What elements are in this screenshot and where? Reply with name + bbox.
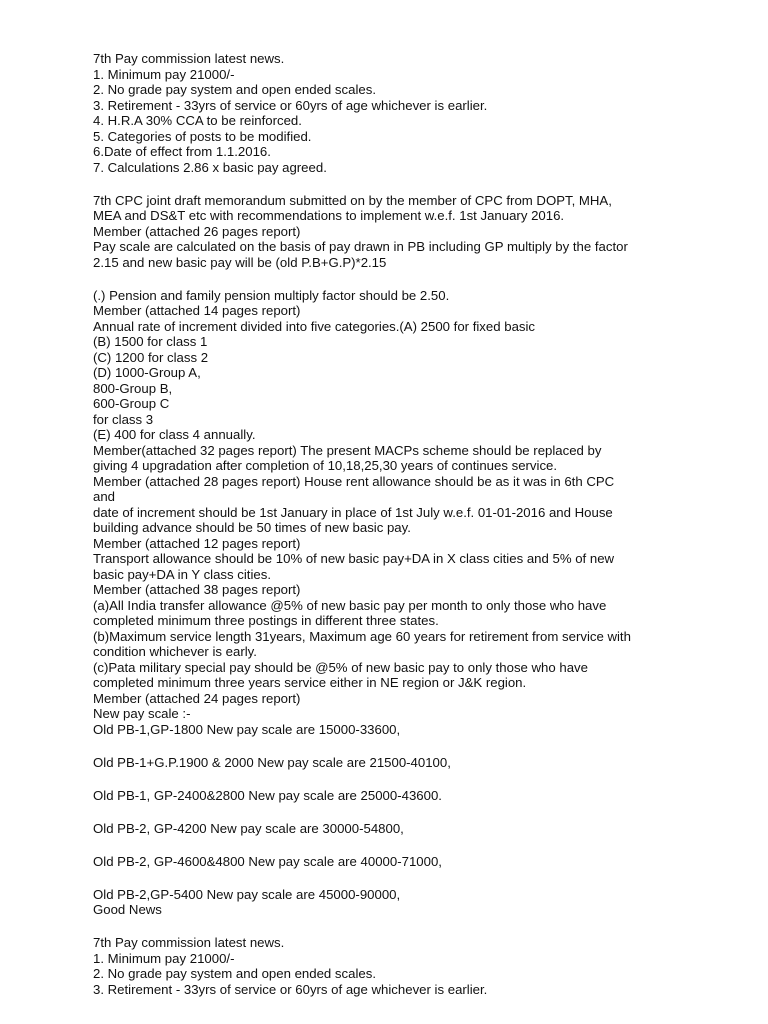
text-line: (C) 1200 for class 2: [93, 349, 209, 365]
text-line: Old PB-2,GP-5400 New pay scale are 45000-90000,: [93, 886, 401, 902]
text-line: for class 3: [93, 411, 154, 427]
text-line: 3. Retirement - 33yrs of service or 60yrs of age whichever is earlier.: [93, 981, 488, 997]
text-line: (B) 1500 for class 1: [93, 334, 208, 349]
text-line: and: [93, 489, 116, 504]
text-line: (E) 400 for class 4 annually.: [93, 427, 256, 442]
text-line: 2. No grade pay system and open ended scales.: [93, 966, 376, 981]
text-line: Old PB-1, GP-2400&2800 New pay scale are 25000-43600.: [93, 787, 442, 803]
text-line: 600-Group C: [93, 396, 170, 411]
blank-line: [93, 803, 693, 821]
text-line: (a)All India transfer allowance @5% of new basic pay per month to only those who have: [93, 597, 607, 613]
text-line: condition whichever is early.: [93, 644, 257, 659]
text-line: 7th Pay commission latest news.: [93, 51, 285, 66]
text-line: Good News: [93, 902, 162, 917]
text-line: Old PB-1,GP-1800 New pay scale are 15000-33600,: [93, 721, 401, 737]
text-line: Member(attached 32 pages report) The present MACPs scheme should be replaced by: [93, 442, 602, 458]
text-line: (b)Maximum service length 31years, Maximum age 60 years for retirement from service with: [93, 628, 631, 644]
text-line: Member (attached 28 pages report) House rent allowance should be as it was in 6th CPC: [93, 473, 615, 489]
text-line: New pay scale :-: [93, 706, 191, 721]
text-line: 1. Minimum pay 21000/-: [93, 950, 235, 966]
text-line: Member (attached 24 pages report): [93, 690, 301, 706]
text-line: Member (attached 14 pages report): [93, 303, 301, 318]
text-line: 5. Categories of posts to be modified.: [93, 128, 312, 144]
text-line: 2. No grade pay system and open ended scales.: [93, 82, 376, 97]
text-line: Old PB-2, GP-4600&4800 New pay scale are 40000-71000,: [93, 853, 442, 869]
text-line: Old PB-1+G.P.1900 & 2000 New pay scale are 21500-40100,: [93, 754, 451, 770]
text-line: completed minimum three years service either in NE region or J&K region.: [93, 675, 527, 690]
text-line: 7th Pay commission latest news.: [93, 935, 285, 950]
blank-line: [93, 918, 693, 936]
text-line: (.) Pension and family pension multiply factor should be 2.50.: [93, 287, 450, 303]
text-line: Annual rate of increment divided into five categories.(A) 2500 for fixed basic: [93, 318, 536, 334]
text-line: Member (attached 12 pages report): [93, 535, 301, 551]
text-line: 7. Calculations 2.86 x basic pay agreed.: [93, 159, 327, 175]
blank-line: [93, 175, 693, 193]
text-line: Member (attached 38 pages report): [93, 582, 301, 597]
text-line: MEA and DS&T etc with recommendations to implement w.e.f. 1st January 2016.: [93, 208, 565, 223]
text-line: (D) 1000-Group A,: [93, 365, 201, 380]
text-line: Pay scale are calculated on the basis of pay drawn in PB including GP multiply by the factor: [93, 239, 628, 254]
text-line: Old PB-2, GP-4200 New pay scale are 30000-54800,: [93, 820, 404, 836]
text-line: Transport allowance should be 10% of new basic pay+DA in X class cities and 5% of new: [93, 551, 615, 566]
text-line: 3. Retirement - 33yrs of service or 60yrs of age whichever is earlier.: [93, 97, 488, 113]
text-line: building advance should be 50 times of new basic pay.: [93, 520, 411, 535]
text-line: giving 4 upgradation after completion of 10,18,25,30 years of continues service.: [93, 458, 558, 473]
blank-line: [93, 270, 693, 288]
text-line: 4. H.R.A 30% CCA to be reinforced.: [93, 113, 302, 128]
blank-line: [93, 869, 693, 887]
text-line: date of increment should be 1st January in place of 1st July w.e.f. 01-01-2016 and House: [93, 504, 613, 520]
text-line: 800-Group B,: [93, 380, 173, 396]
text-line: 7th CPC joint draft memorandum submitted on by the member of CPC from DOPT, MHA,: [93, 192, 612, 208]
text-line: Member (attached 26 pages report): [93, 223, 301, 239]
text-line: completed minimum three postings in different three states.: [93, 613, 439, 628]
blank-line: [93, 836, 693, 854]
blank-line: [93, 737, 693, 755]
text-line: 1. Minimum pay 21000/-: [93, 66, 235, 82]
text-line: 6.Date of effect from 1.1.2016.: [93, 144, 271, 159]
text-line: 2.15 and new basic pay will be (old P.B+G.P)*2.15: [93, 254, 387, 270]
blank-line: [93, 770, 693, 788]
document-page: [93, 51, 693, 997]
text-line: basic pay+DA in Y class cities.: [93, 566, 271, 582]
text-line: (c)Pata military special pay should be @5% of new basic pay to only those who have: [93, 659, 588, 675]
